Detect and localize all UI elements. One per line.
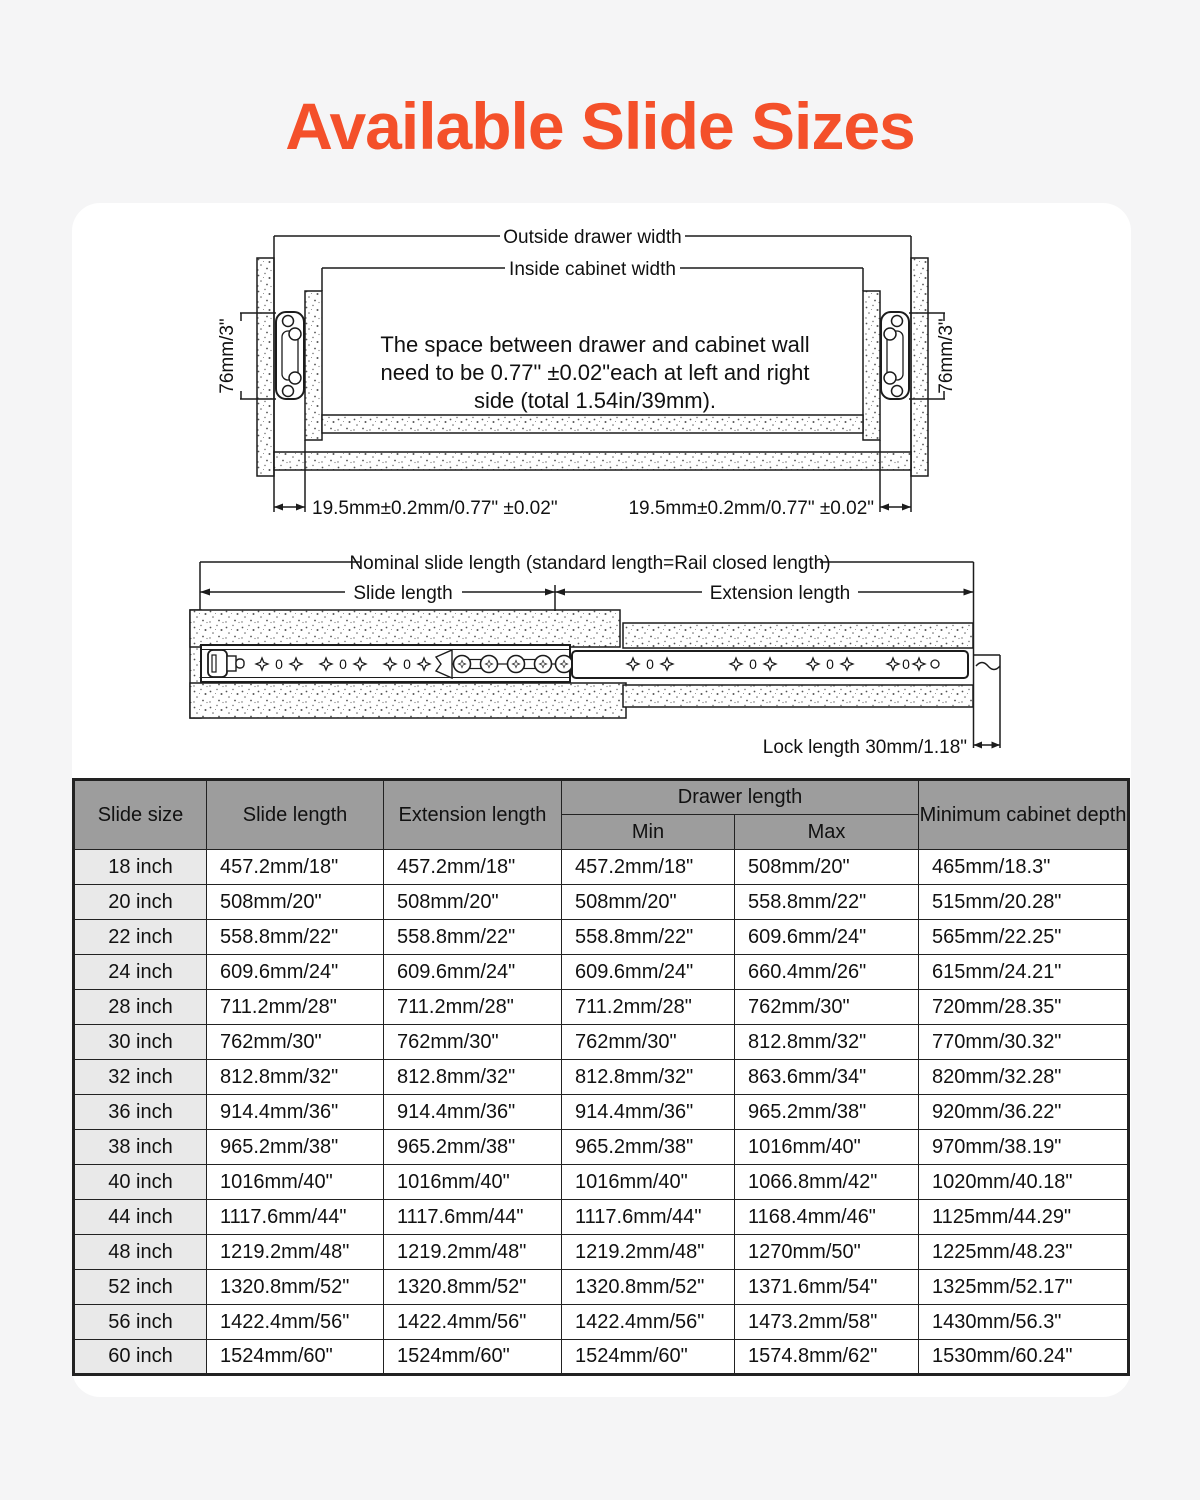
table-row [74, 1340, 1129, 1375]
hole-marker: 0 [339, 656, 347, 672]
slide-size-cell: 60 inch [74, 1340, 207, 1375]
hole-marker: 0 [826, 656, 834, 672]
value-cell: 1016mm/40" [562, 1165, 735, 1200]
drawer-width-diagram [217, 227, 957, 519]
value-cell: 558.8mm/22" [207, 920, 384, 955]
slide-cross-section-left [276, 312, 304, 399]
slide-size-cell: 36 inch [74, 1095, 207, 1130]
value-cell: 1016mm/40" [735, 1130, 919, 1165]
clearance-note-line1: The space between drawer and cabinet wall [380, 332, 810, 357]
value-cell: 965.2mm/38" [207, 1130, 384, 1165]
inside-cabinet-width-label: Inside cabinet width [509, 259, 676, 280]
value-cell: 558.8mm/22" [384, 920, 562, 955]
nominal-length-label: Nominal slide length (standard length=Rail closed length) [349, 553, 831, 574]
value-cell: 1168.4mm/46" [735, 1200, 919, 1235]
value-cell: 1016mm/40" [207, 1165, 384, 1200]
value-cell: 1473.2mm/58" [735, 1305, 919, 1340]
table-row [74, 1095, 1129, 1130]
value-cell: 1371.6mm/54" [735, 1270, 919, 1305]
header-drawer-max: Max [735, 815, 919, 850]
table-row [74, 1130, 1129, 1165]
value-cell: 1066.8mm/42" [735, 1165, 919, 1200]
value-cell: 863.6mm/34" [735, 1060, 919, 1095]
value-cell: 1225mm/48.23" [919, 1235, 1129, 1270]
slide-size-cell: 48 inch [74, 1235, 207, 1270]
value-cell: 1574.8mm/62" [735, 1340, 919, 1375]
side-clearance-dimension-left [274, 440, 305, 512]
value-cell: 820mm/32.28" [919, 1060, 1129, 1095]
table-row [74, 1165, 1129, 1200]
left-outer-wall [257, 258, 274, 476]
slide-size-cell: 30 inch [74, 1025, 207, 1060]
slide-size-cell: 52 inch [74, 1270, 207, 1305]
value-cell: 565mm/22.25" [919, 920, 1129, 955]
rail-height-label-right: 76mm/3" [936, 318, 957, 394]
value-cell: 515mm/20.28" [919, 885, 1129, 920]
value-cell: 812.8mm/32" [384, 1060, 562, 1095]
side-clearance-dimension-right [880, 440, 911, 512]
table-row [74, 920, 1129, 955]
value-cell: 1524mm/60" [207, 1340, 384, 1375]
slide-size-cell: 32 inch [74, 1060, 207, 1095]
value-cell: 660.4mm/26" [735, 955, 919, 990]
value-cell: 1219.2mm/48" [384, 1235, 562, 1270]
value-cell: 914.4mm/36" [207, 1095, 384, 1130]
value-cell: 914.4mm/36" [384, 1095, 562, 1130]
extension-length-label: Extension length [709, 583, 851, 604]
extension-rail [572, 651, 1000, 678]
value-cell: 609.6mm/24" [207, 955, 384, 990]
value-cell: 558.8mm/22" [735, 885, 919, 920]
right-outer-wall [911, 258, 928, 476]
table-row [74, 990, 1129, 1025]
value-cell: 558.8mm/22" [562, 920, 735, 955]
side-clearance-label-right: 19.5mm±0.2mm/0.77" ±0.02" [628, 498, 874, 519]
value-cell: 1117.6mm/44" [562, 1200, 735, 1235]
value-cell: 1430mm/56.3" [919, 1305, 1129, 1340]
cabinet-bottom [274, 452, 911, 470]
header-extension-length: Extension length [384, 780, 562, 850]
value-cell: 720mm/28.35" [919, 990, 1129, 1025]
page-title: Available Slide Sizes [285, 89, 915, 163]
value-cell: 965.2mm/38" [735, 1095, 919, 1130]
value-cell: 465mm/18.3" [919, 850, 1129, 885]
table-row [74, 1235, 1129, 1270]
rail-height-label-left: 76mm/3" [217, 318, 238, 394]
value-cell: 1320.8mm/52" [384, 1270, 562, 1305]
slide-size-cell: 22 inch [74, 920, 207, 955]
value-cell: 1422.4mm/56" [384, 1305, 562, 1340]
value-cell: 1270mm/50" [735, 1235, 919, 1270]
hole-marker: 0 [749, 656, 757, 672]
slide-size-cell: 38 inch [74, 1130, 207, 1165]
value-cell: 812.8mm/32" [207, 1060, 384, 1095]
table-header [74, 780, 1129, 850]
value-cell: 965.2mm/38" [562, 1130, 735, 1165]
slide-length-diagram [190, 553, 1000, 758]
table-row [74, 955, 1129, 990]
value-cell: 508mm/20" [384, 885, 562, 920]
value-cell: 762mm/30" [207, 1025, 384, 1060]
value-cell: 1016mm/40" [384, 1165, 562, 1200]
hole-marker: 0 [646, 656, 654, 672]
value-cell: 711.2mm/28" [562, 990, 735, 1025]
slide-sizes-table [72, 778, 1130, 1376]
slide-length-label: Slide length [353, 583, 453, 604]
value-cell: 965.2mm/38" [384, 1130, 562, 1165]
clearance-note-line2: need to be 0.77" ±0.02"each at left and right [380, 360, 810, 385]
value-cell: 1219.2mm/48" [562, 1235, 735, 1270]
table-row [74, 1200, 1129, 1235]
outside-drawer-width-label: Outside drawer width [503, 227, 682, 248]
content-card [72, 203, 1131, 1397]
value-cell: 457.2mm/18" [384, 850, 562, 885]
table-row [74, 1270, 1129, 1305]
table-row [74, 1060, 1129, 1095]
header-slide-length: Slide length [207, 780, 384, 850]
slide-size-cell: 40 inch [74, 1165, 207, 1200]
header-slide-size: Slide size [74, 780, 207, 850]
slide-size-cell: 20 inch [74, 885, 207, 920]
value-cell: 762mm/30" [562, 1025, 735, 1060]
value-cell: 508mm/20" [207, 885, 384, 920]
value-cell: 457.2mm/18" [562, 850, 735, 885]
value-cell: 762mm/30" [735, 990, 919, 1025]
value-cell: 1422.4mm/56" [207, 1305, 384, 1340]
value-cell: 1320.8mm/52" [562, 1270, 735, 1305]
clearance-note-line3: side (total 1.54in/39mm). [473, 388, 717, 413]
table-body [74, 850, 1129, 1375]
slide-size-cell: 24 inch [74, 955, 207, 990]
slide-cross-section-right [881, 312, 909, 399]
value-cell: 1325mm/52.17" [919, 1270, 1129, 1305]
right-inner-wall [863, 291, 880, 440]
table-row [74, 850, 1129, 885]
value-cell: 1219.2mm/48" [207, 1235, 384, 1270]
value-cell: 508mm/20" [735, 850, 919, 885]
value-cell: 1117.6mm/44" [207, 1200, 384, 1235]
slide-size-cell: 44 inch [74, 1200, 207, 1235]
value-cell: 770mm/30.32" [919, 1025, 1129, 1060]
slide-size-cell: 56 inch [74, 1305, 207, 1340]
rail-break-symbol [974, 655, 1001, 670]
slide-size-cell: 18 inch [74, 850, 207, 885]
side-clearance-label-left: 19.5mm±0.2mm/0.77" ±0.02" [312, 498, 558, 519]
value-cell: 812.8mm/32" [735, 1025, 919, 1060]
value-cell: 1530mm/60.24" [919, 1340, 1129, 1375]
value-cell: 812.8mm/32" [562, 1060, 735, 1095]
value-cell: 762mm/30" [384, 1025, 562, 1060]
value-cell: 711.2mm/28" [384, 990, 562, 1025]
value-cell: 711.2mm/28" [207, 990, 384, 1025]
hole-marker: 0 [275, 656, 283, 672]
value-cell: 1117.6mm/44" [384, 1200, 562, 1235]
value-cell: 914.4mm/36" [562, 1095, 735, 1130]
table-row [74, 1305, 1129, 1340]
value-cell: 615mm/24.21" [919, 955, 1129, 990]
value-cell: 609.6mm/24" [735, 920, 919, 955]
value-cell: 1524mm/60" [384, 1340, 562, 1375]
drawer-bottom [322, 415, 863, 433]
header-drawer-min: Min [562, 815, 735, 850]
header-min-cabinet-depth: Minimum cabinet depth [919, 780, 1129, 850]
technical-diagrams [72, 203, 1131, 775]
value-cell: 970mm/38.19" [919, 1130, 1129, 1165]
value-cell: 1524mm/60" [562, 1340, 735, 1375]
header-drawer-length: Drawer length [562, 780, 919, 815]
value-cell: 457.2mm/18" [207, 850, 384, 885]
value-cell: 1125mm/44.29" [919, 1200, 1129, 1235]
value-cell: 609.6mm/24" [384, 955, 562, 990]
hole-marker: 0 [902, 656, 910, 672]
table-row [74, 1025, 1129, 1060]
value-cell: 920mm/36.22" [919, 1095, 1129, 1130]
value-cell: 1020mm/40.18" [919, 1165, 1129, 1200]
value-cell: 609.6mm/24" [562, 955, 735, 990]
slide-size-cell: 28 inch [74, 990, 207, 1025]
lock-length-label: Lock length 30mm/1.18" [762, 737, 967, 758]
table-row [74, 885, 1129, 920]
value-cell: 1320.8mm/52" [207, 1270, 384, 1305]
value-cell: 508mm/20" [562, 885, 735, 920]
value-cell: 1422.4mm/56" [562, 1305, 735, 1340]
hole-marker: 0 [403, 656, 411, 672]
left-inner-wall [305, 291, 322, 440]
